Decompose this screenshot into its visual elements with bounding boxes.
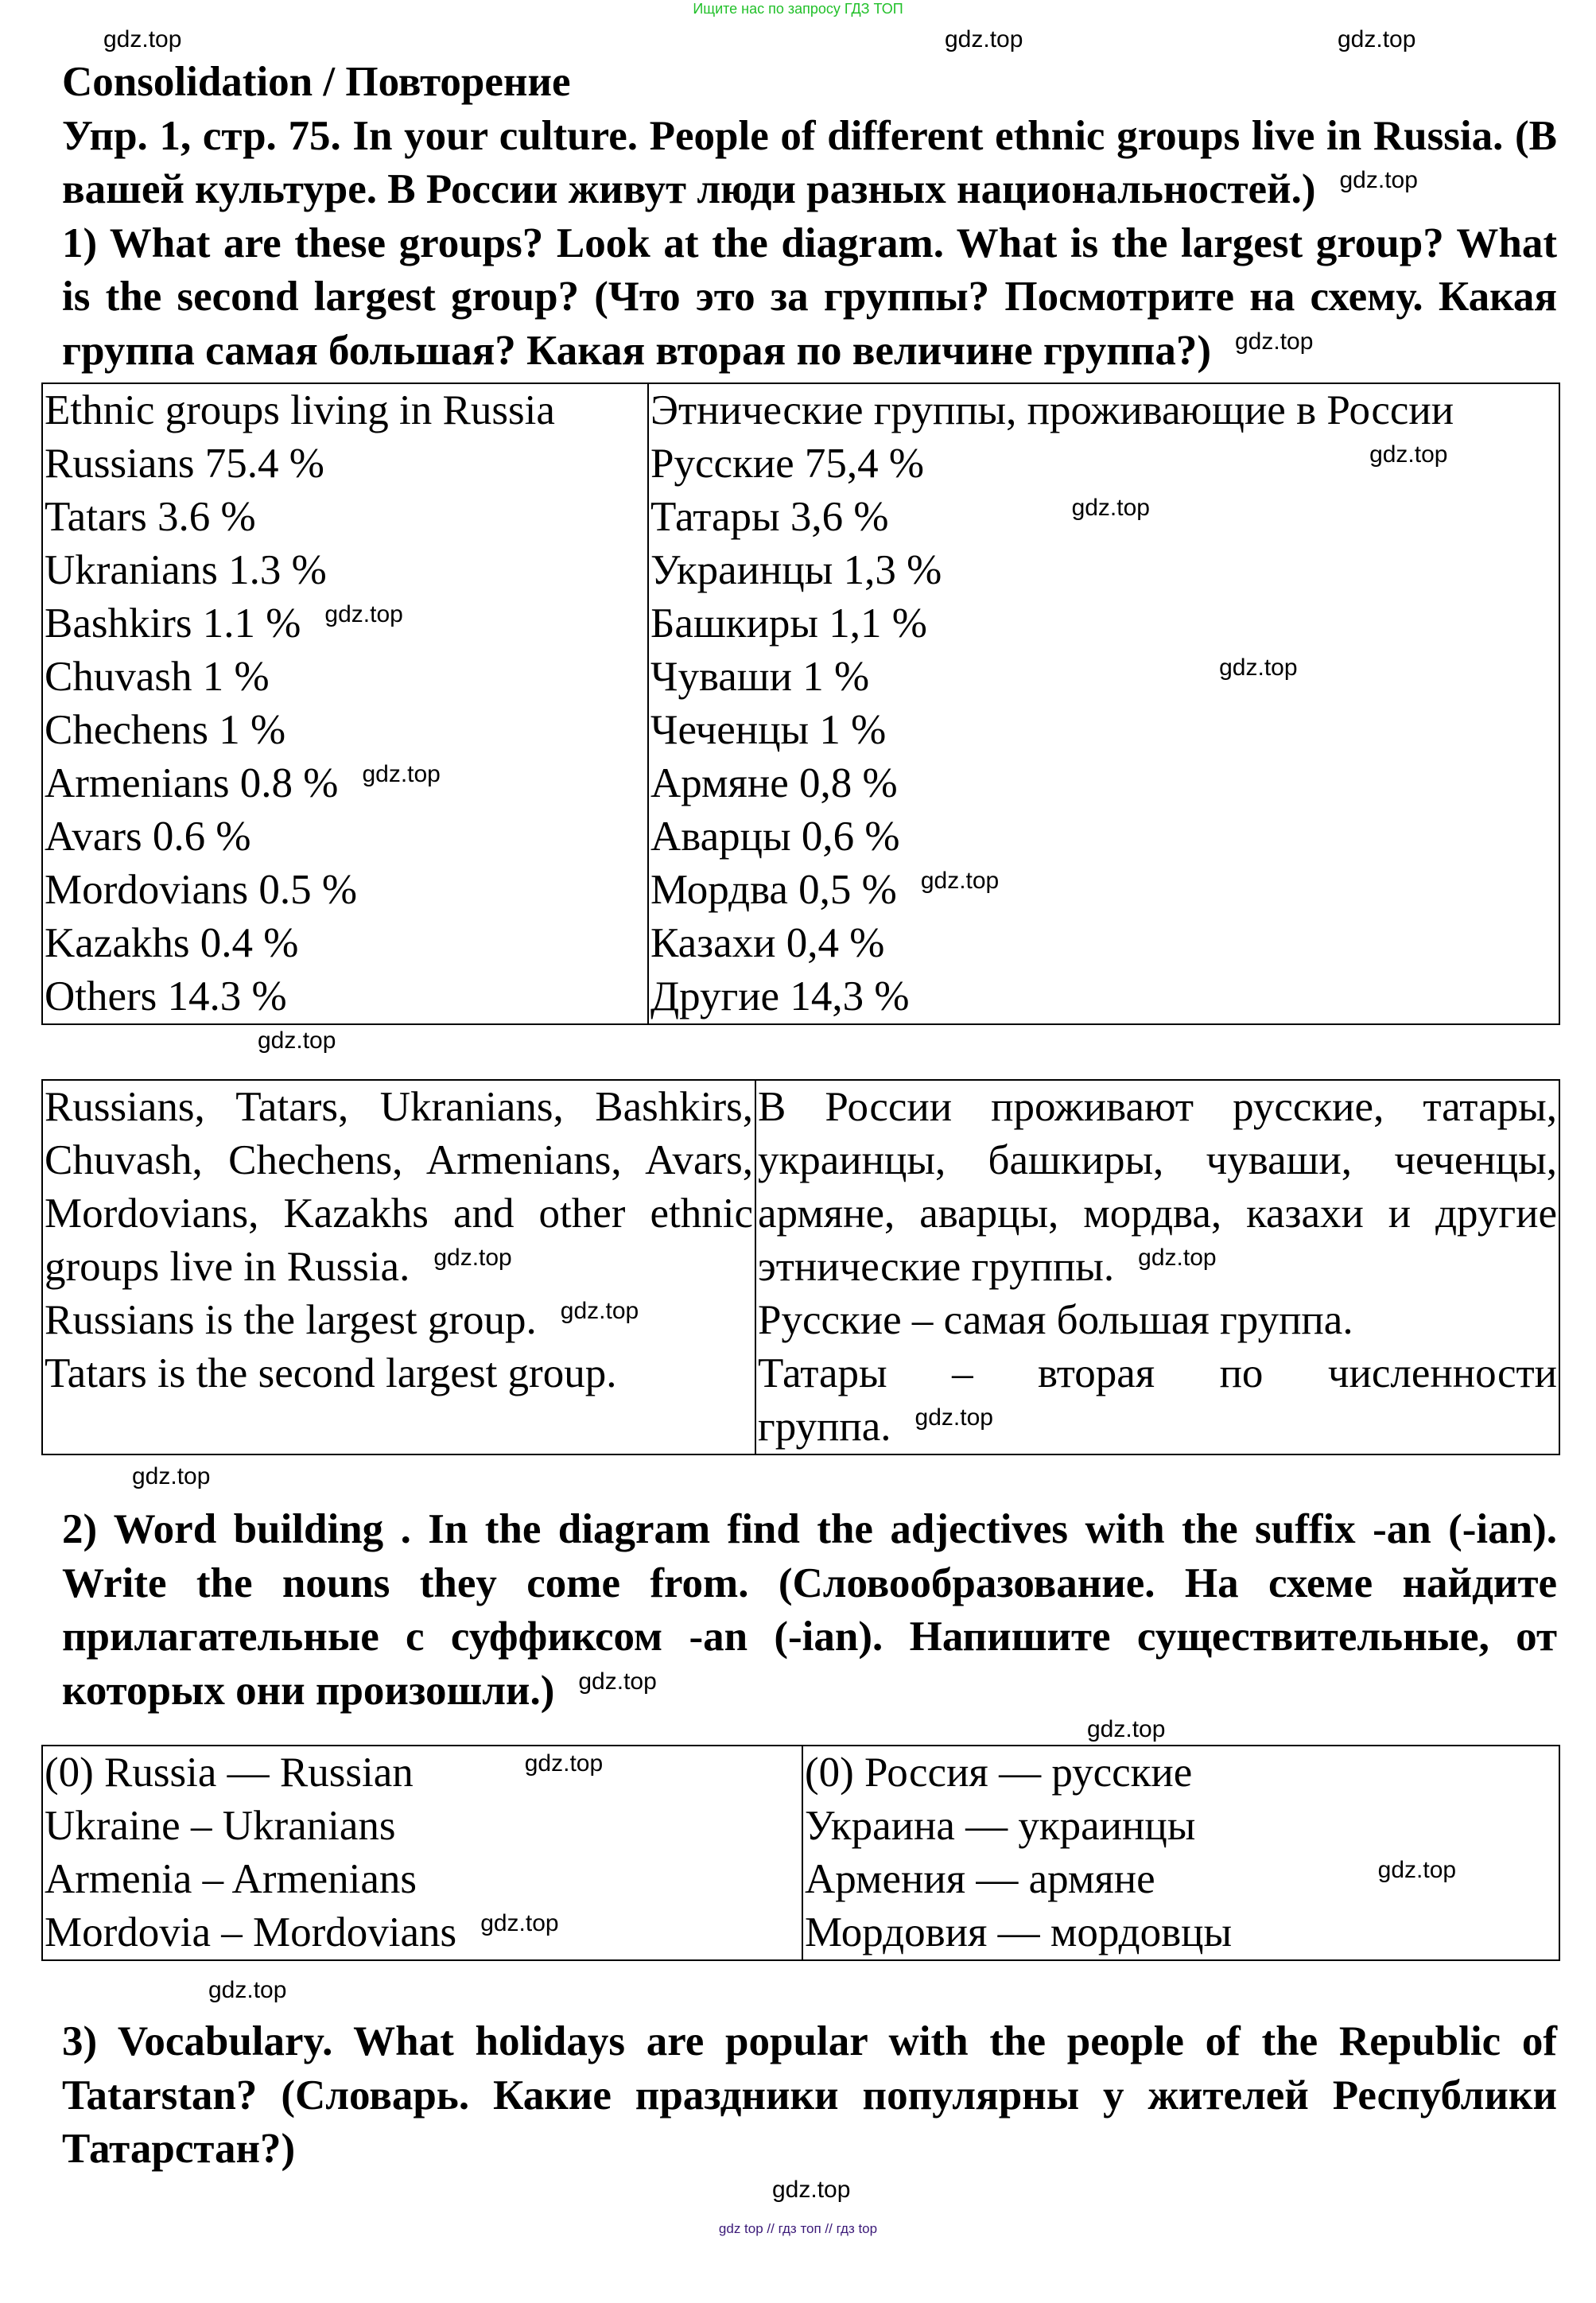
cell: Chechens 1 % xyxy=(45,707,286,753)
word-building-en xyxy=(42,1746,802,1960)
section1-heading xyxy=(62,56,1557,378)
ethnic-groups-ru xyxy=(648,383,1559,1024)
watermark: gdz.top xyxy=(324,601,403,628)
cell: Ethnic groups living in Russia xyxy=(45,387,555,433)
cell: Чуваши 1 % xyxy=(650,654,870,700)
watermark: gdz.top xyxy=(362,761,441,788)
watermark: gdz.top xyxy=(132,1463,211,1489)
watermark-row xyxy=(41,1961,1560,2015)
question-2: 2) Word building . In the diagram find the adjectives with the suffix -an (-ian). Write the nouns they come from. (Словообразование. На схеме найдите прилагательные с суффиксом -an (-ian). Напишите существительные, от которых они произошли.) xyxy=(62,1506,1557,1714)
watermark: gdz.top xyxy=(524,1750,604,1777)
ethnic-groups-en xyxy=(42,383,648,1024)
answer-table xyxy=(41,1079,1560,1455)
watermark: gdz.top xyxy=(103,26,182,52)
watermark-row xyxy=(41,1718,1560,1745)
cell: Armenia – Armenians xyxy=(45,1856,417,1902)
ethnic-groups-table xyxy=(41,383,1560,1025)
page-content xyxy=(41,24,1560,2205)
cell: Казахи 0,4 % xyxy=(650,920,885,966)
cell: (0) Россия — русские xyxy=(805,1750,1193,1796)
answer-en xyxy=(42,1080,755,1454)
cell: Armenians 0.8 % xyxy=(45,760,339,806)
watermark: gdz.top xyxy=(433,1245,512,1272)
cell: Ukranians 1.3 % xyxy=(45,547,327,593)
answer-ru xyxy=(755,1080,1559,1454)
cell: Mordovians 0.5 % xyxy=(45,867,358,913)
section-title: Consolidation / Повторение xyxy=(62,59,571,105)
cell: Kazakhs 0.4 % xyxy=(45,920,299,966)
cell: Этнические группы, проживающие в России xyxy=(650,387,1454,433)
section2-heading xyxy=(62,1503,1557,1718)
watermark: gdz.top xyxy=(1369,441,1448,468)
answer-ru-p1: В России проживают русские, татары, украинцы, башкиры, чуваши, чеченцы, армяне, аварцы, мордва, казахи и другие этнические группы. xyxy=(758,1084,1557,1290)
cell: Ukraine – Ukranians xyxy=(45,1803,396,1849)
watermark: gdz.top xyxy=(1339,167,1418,194)
cell: Украина — украинцы xyxy=(805,1803,1196,1849)
section3-heading xyxy=(62,2015,1557,2177)
cell: Армения — армяне xyxy=(805,1856,1155,1902)
answer-en-p1: Russians, Tatars, Ukranians, Bashkirs, Chuvash, Chechens, Armenians, Avars, Mordovians, Kazakhs and other ethnic groups live in Russia. xyxy=(45,1084,753,1290)
answer-ru-p2: Русские – самая большая группа. xyxy=(758,1297,1353,1343)
watermark-row xyxy=(41,2177,1560,2205)
watermark: gdz.top xyxy=(1071,495,1150,522)
watermark: gdz.top xyxy=(945,26,1023,52)
watermark: gdz.top xyxy=(578,1668,657,1695)
cell: (0) Russia — Russian xyxy=(45,1750,414,1796)
cell: Армяне 0,8 % xyxy=(650,760,898,806)
cell: Мордовия — мордовцы xyxy=(805,1909,1233,1955)
cell: Tatars 3.6 % xyxy=(45,494,256,540)
cell: Русские 75,4 % xyxy=(650,441,925,487)
exercise-title: Упр. 1, стр. 75. In your culture. People of different ethnic groups live in Russia. (В вашей культуре. В России живут люди разных национальностей.) xyxy=(62,112,1557,212)
cell: Украинцы 1,3 % xyxy=(650,547,942,593)
cell: Chuvash 1 % xyxy=(45,654,270,700)
watermark: gdz.top xyxy=(208,1977,287,2003)
watermark: gdz.top xyxy=(560,1298,639,1325)
footer-banner: gdz top // гдз топ // гдз top xyxy=(718,2220,878,2236)
question-3: 3) Vocabulary. What holidays are popular with the people of the Republic of Tatarstan? (Словарь. Какие праздники популярны у жителей Республики Татарстан?) xyxy=(62,2018,1557,2172)
watermark: gdz.top xyxy=(1377,1857,1457,1884)
cell: Mordovia – Mordovians xyxy=(45,1909,457,1955)
watermark: gdz.top xyxy=(1338,26,1416,52)
answer-ru-p3: Татары – вторая по численности группа. xyxy=(758,1350,1557,1450)
watermark: gdz.top xyxy=(914,1404,993,1431)
watermark: gdz.top xyxy=(920,868,1000,895)
cell: Чеченцы 1 % xyxy=(650,707,887,753)
cell: Другие 14,3 % xyxy=(650,973,910,1019)
cell: Аварцы 0,6 % xyxy=(650,814,900,860)
answer-en-p2: Russians is the largest group. xyxy=(45,1297,537,1343)
watermark: gdz.top xyxy=(1219,654,1298,682)
watermark: gdz.top xyxy=(480,1910,559,1937)
cell: Татары 3,6 % xyxy=(650,494,889,540)
cell: Bashkirs 1.1 % xyxy=(45,600,301,647)
watermark: gdz.top xyxy=(1087,1716,1166,1742)
cell: Others 14.3 % xyxy=(45,973,287,1019)
watermark-row xyxy=(41,1455,1560,1503)
watermark: gdz.top xyxy=(1138,1245,1217,1272)
watermark: gdz.top xyxy=(1234,328,1314,355)
cell: Башкиры 1,1 % xyxy=(650,600,927,647)
watermark: gdz.top xyxy=(772,2176,851,2203)
cell: Мордва 0,5 % xyxy=(650,867,897,913)
watermark-row xyxy=(41,1025,1560,1079)
cell: Russians 75.4 % xyxy=(45,441,324,487)
question-1: 1) What are these groups? Look at the diagram. What is the largest group? What is the second largest group? (Что это за группы? Посмотрите на схему. Какая группа самая большая? Какая вторая по величине группа?) xyxy=(62,219,1557,374)
word-building-ru xyxy=(802,1746,1559,1960)
watermark: gdz.top xyxy=(258,1027,336,1054)
cell: Avars 0.6 % xyxy=(45,814,251,860)
watermark-row xyxy=(41,24,1560,56)
word-building-table xyxy=(41,1745,1560,1961)
answer-en-p3: Tatars is the second largest group. xyxy=(45,1350,617,1396)
search-banner: Ищите нас по запросу ГДЗ ТОП xyxy=(693,1,903,17)
